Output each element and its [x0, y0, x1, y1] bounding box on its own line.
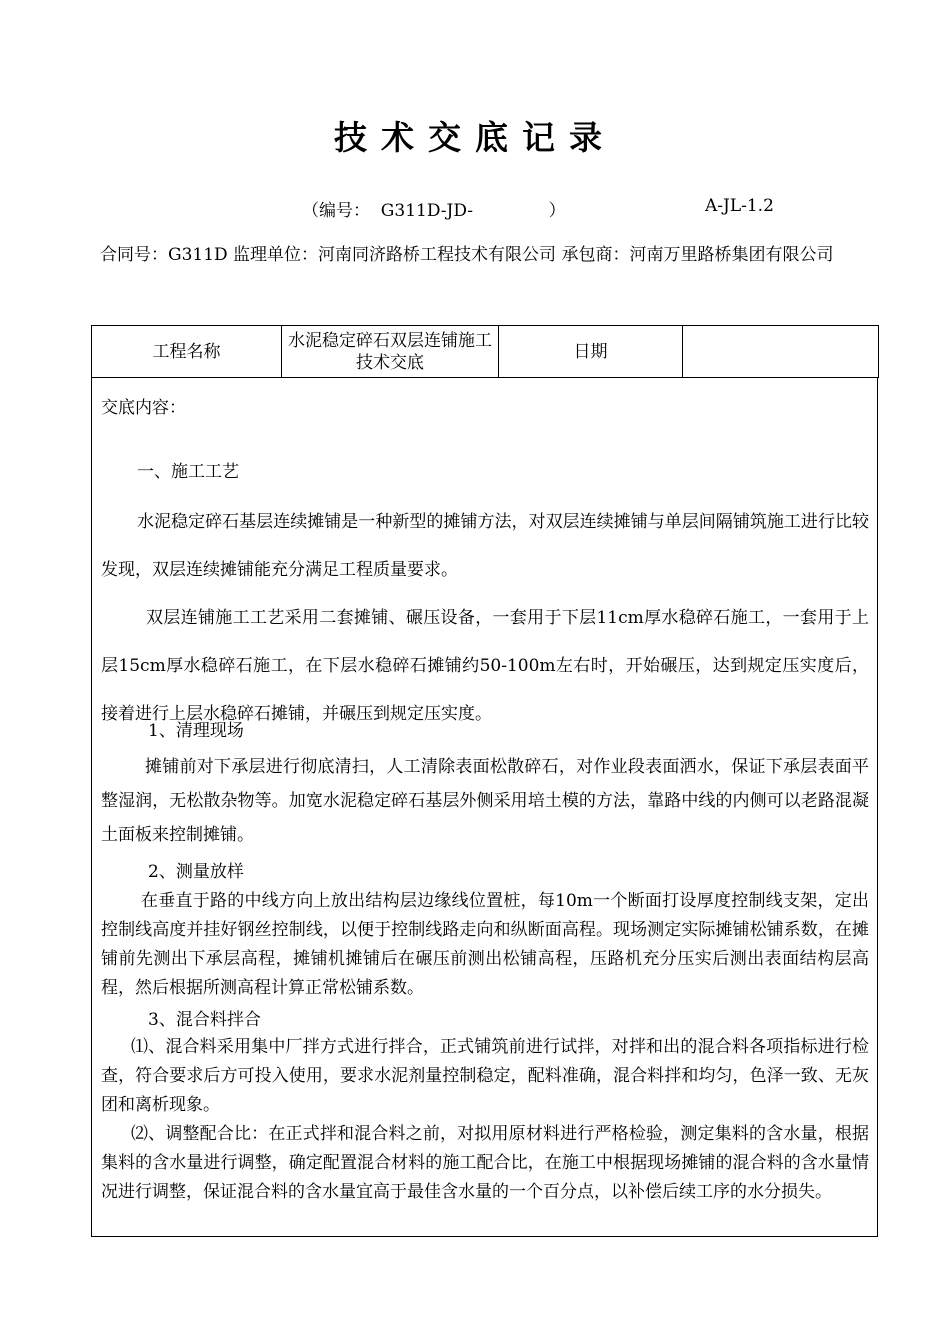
form-code: A-JL-1.2 — [705, 196, 774, 216]
content-label: 交底内容： — [101, 398, 186, 418]
date-label: 日期 — [499, 326, 683, 378]
paragraph-double-layer-process: 双层连铺施工工艺采用二套摊铺、碾压设备，一套用于下层11cm厚水稳碎石施工，一套用于上层15cm厚水稳碎石施工，在下层水稳碎石摊铺约50-100m左右时，开始碾压，达到规定压实度后，接着进行上层水稳碎石摊铺，并碾压到规定压实度。 — [101, 608, 869, 724]
paragraph-site-cleaning: 摊铺前对下承层进行彻底清扫，人工清除表面松散碎石，对作业段表面洒水，保证下承层表面平整湿润，无松散杂物等。加宽水泥稳定碎石基层外侧采用培土模的方法，靠路中线的内侧可以老路混凝土面板来控制摊铺。 — [101, 757, 869, 845]
subheading-site-cleaning: 1、清理现场 — [148, 721, 244, 741]
contract-info: 合同号：G311D 监理单位：河南同济路桥工程技术有限公司 承包商：河南万里路桥集团有限公司 — [100, 245, 834, 265]
paragraph-surveying: 在垂直于路的中线方向上放出结构层边缘线位置桩，每10m一个断面打设厚度控制线支架，定出控制线高度并挂好钢丝控制线，以便于控制线路走向和纵断面高程。现场测定实际摊铺松铺系数，在摊铺前先测出下承层高程，摊铺机摊铺后在碾压前测出松铺高程，压路机充分压实后测出表面结构层高程，然后根据所测高程计算正常松铺系数。 — [101, 891, 869, 998]
paragraph-intro: 水泥稳定碎石基层连续摊铺是一种新型的摊铺方法，对双层连续摊铺与单层间隔铺筑施工进行比较发现，双层连续摊铺能充分满足工程质量要求。 — [101, 512, 869, 580]
paragraph-mixing-plant: ⑴、混合料采用集中厂拌方式进行拌合，正式铺筑前进行试拌，对拌和出的混合料各项指标进行检查，符合要求后方可投入使用，要求水泥剂量控制稳定，配料准确，混合料拌和均匀，色泽一致、无灰团和离析现象。 — [101, 1037, 869, 1115]
document-number: （编号： G311D-JD- ） — [302, 201, 566, 221]
project-name-value: 水泥稳定碎石双层连铺施工技术交底 — [282, 326, 499, 378]
paragraph-mix-adjustment: ⑵、调整配合比：在正式拌和混合料之前，对拟用原材料进行严格检验，测定集料的含水量，根据集料的含水量进行调整，确定配置混合材料的施工配合比，在施工中根据现场摊铺的混合料的含水量情况进行调整，保证混合料的含水量宜高于最佳含水量的一个百分点，以补偿后续工序的水分损失。 — [101, 1124, 869, 1202]
subheading-surveying: 2、测量放样 — [148, 862, 244, 882]
project-name-label: 工程名称 — [92, 326, 282, 378]
project-header-table — [91, 325, 879, 378]
document-title: 技术交底记录 — [334, 118, 616, 157]
date-value — [683, 326, 879, 378]
subheading-mixing: 3、混合料拌合 — [148, 1010, 261, 1030]
section-heading-construction-process: 一、施工工艺 — [137, 462, 239, 482]
